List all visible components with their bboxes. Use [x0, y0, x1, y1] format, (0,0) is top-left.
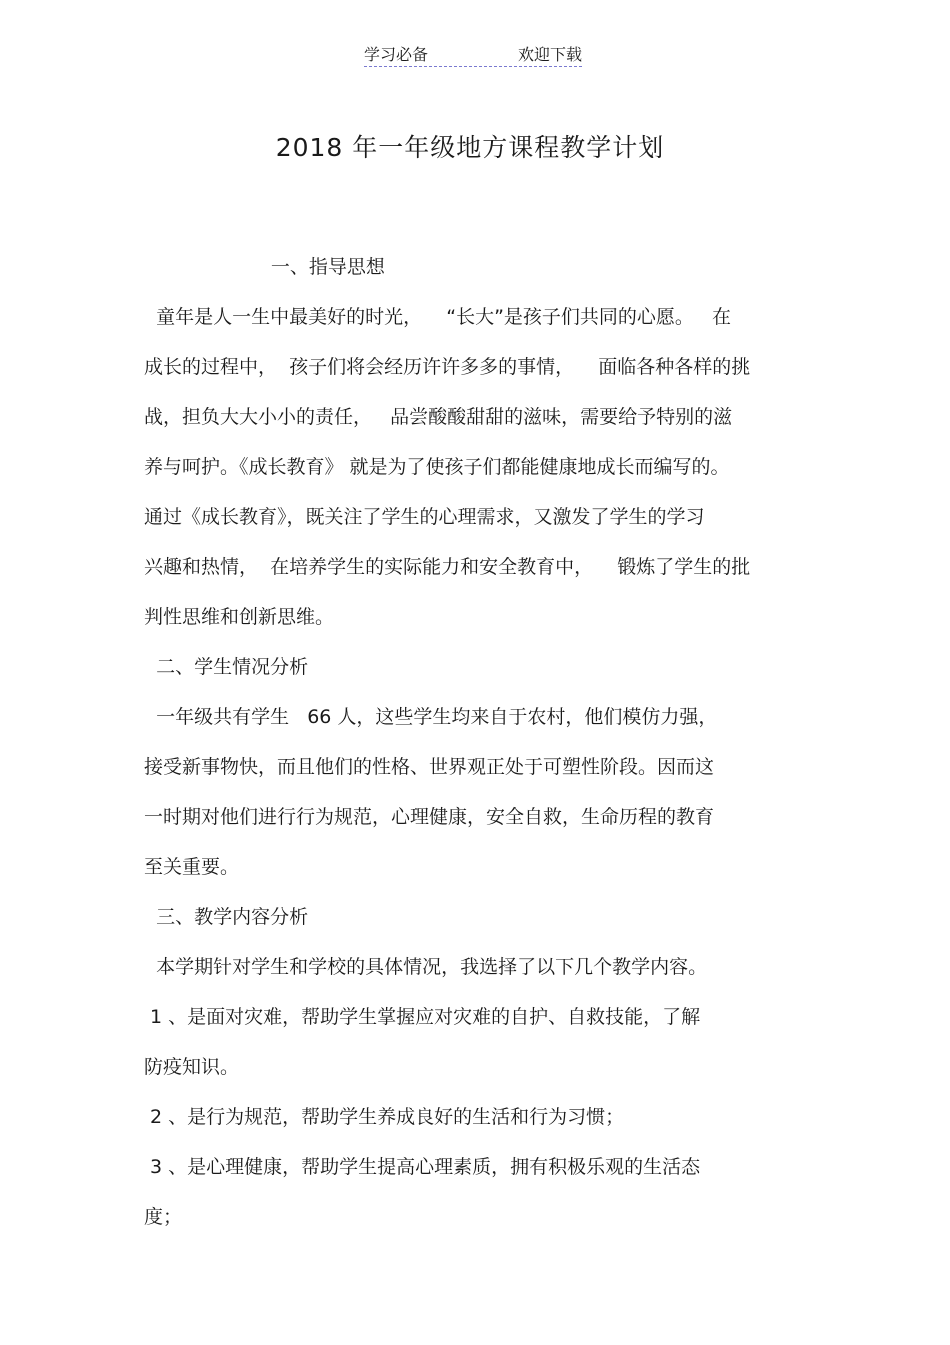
header-right-text: 欢迎下载: [517, 45, 582, 64]
paragraph-line: 本学期针对学生和学校的具体情况，我选择了以下几个教学内容。: [144, 956, 708, 978]
paragraph-line: 通过《成长教育》，既关注了学生的心理需求，又激发了学生的学习: [144, 506, 705, 528]
paragraph-line: 一年级共有学生 66 人，这些学生均来自于农村，他们模仿力强，: [144, 706, 718, 728]
list-item-line: 3 、是心理健康，帮助学生提高心理素质，拥有积极乐观的生活态: [144, 1156, 701, 1178]
list-item-line: 2 、是行为规范，帮助学生养成良好的生活和行为习惯；: [144, 1106, 625, 1128]
paragraph-line: 兴趣和热情， 在培养学生的实际能力和安全教育中， 锻炼了学生的批: [144, 556, 751, 578]
paragraph-line: 童年是人一生中最美好的时光， “长大”是孩子们共同的心愿。 在: [144, 306, 732, 328]
header-left-text: 学习必备: [364, 45, 429, 64]
document-title: 2018 年一年级地方课程教学计划: [275, 133, 665, 162]
section-heading: 三、教学内容分析: [144, 906, 309, 928]
list-item-line: 1 、是面对灾难，帮助学生掌握应对灾难的自护、自救技能，了解: [144, 1006, 701, 1028]
paragraph-line: 度；: [144, 1206, 183, 1228]
paragraph-line: 养与呵护。《成长教育》 就是为了使孩子们都能健康地成长而编写的。: [144, 456, 730, 478]
paragraph-line: 战，担负大大小小的责任， 品尝酸酸甜甜的滋味，需要给予特别的滋: [144, 406, 733, 428]
paragraph-line: 判性思维和创新思维。: [144, 606, 335, 628]
paragraph-line: 接受新事物快，而且他们的性格、世界观正处于可塑性阶段。因而这: [144, 756, 715, 778]
paragraph-line: 防疫知识。: [144, 1056, 240, 1078]
paragraph-line: 一时期对他们进行行为规范，心理健康，安全自救，生命历程的教育: [144, 806, 715, 828]
paragraph-line: 至关重要。: [144, 856, 240, 878]
section-heading: 二、学生情况分析: [144, 656, 309, 678]
section-heading: 一、指导思想: [144, 256, 385, 278]
page-header: [364, 42, 582, 67]
paragraph-line: 成长的过程中， 孩子们将会经历许许多多的事情， 面临各种各样的挑: [144, 356, 751, 378]
